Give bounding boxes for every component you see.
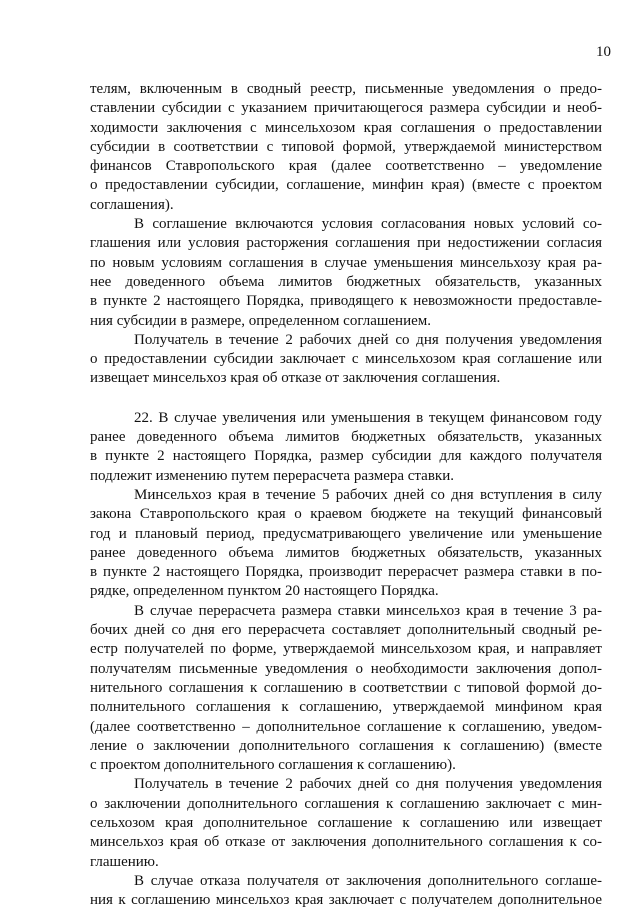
page-number: 10 <box>596 44 611 60</box>
text-line: ния субсидии в размере, определенном соглашением. <box>90 312 432 329</box>
text-line: получателям письменные уведомления о необходимости заключения допол- <box>90 660 602 677</box>
text-line: извещает минсельхоз края об отказе от заключения соглашения. <box>90 370 501 387</box>
text-line: о предоставлении субсидии, соглашение, минфин края) (вместе с проектом <box>90 177 602 194</box>
document-body <box>90 80 602 910</box>
text-line: ранее доведенного объема лимитов бюджетных обязательств, указанных <box>90 544 602 561</box>
text-line: глашения или условия расторжения соглашения при недостижении согласия <box>90 235 602 252</box>
text-line: ление о заключении дополнительного соглашения к соглашению) (вместе <box>90 737 602 754</box>
text-line: В случае отказа получателя от заключения дополнительного соглаше- <box>134 872 602 889</box>
text-line: нительного соглашения к соглашению в соответствии с типовой формой до- <box>90 679 602 696</box>
text-line: с проектом дополнительного соглашения к соглашению). <box>90 757 456 774</box>
text-line: закона Ставропольского края о краевом бюджете на текущий финансовый <box>90 506 602 523</box>
text-line: В случае перерасчета размера ставки минсельхоз края в течение 3 ра- <box>134 602 602 619</box>
text-line: ния к соглашению минсельхоз края заключает с получателем дополнительное <box>90 892 602 909</box>
text-line: естр получателей по форме, утверждаемой минсельхозом края, и направляет <box>90 641 602 658</box>
paragraph <box>90 872 602 910</box>
text-line: бочих дней со дня его перерасчета составляет дополнительный сводный ре- <box>90 622 602 639</box>
paragraph <box>90 80 602 215</box>
text-line: 22. В случае увеличения или уменьшения в текущем финансовом году <box>134 409 602 426</box>
text-line: по новым условиям соглашения в случае уменьшения минсельхозу края ра- <box>90 254 602 271</box>
text-line: рядке, определенном пунктом 20 настоящего Порядка. <box>90 583 439 600</box>
text-line: полнительного соглашения к соглашению, утверждаемой минфином края <box>90 699 602 716</box>
paragraph <box>90 409 602 486</box>
text-line: телям, включенным в сводный реестр, письменные уведомления о предо- <box>90 81 602 97</box>
text-line: год и плановый период, предусматривающего увеличение или уменьшение <box>90 525 602 542</box>
text-line: Минсельхоз края в течение 5 рабочих дней со дня вступления в силу <box>134 486 602 503</box>
text-line: ходимости заключения с минсельхозом края соглашения о предоставлении <box>90 119 602 136</box>
text-line: минсельхоз края об отказе от заключения дополнительного соглашения к со- <box>90 834 602 851</box>
paragraph-gap <box>90 389 602 409</box>
text-line: в пункте 2 настоящего Порядка, производит перерасчет размера ставки в по- <box>90 564 602 581</box>
text-line: ставлении субсидии с указанием причитающегося размера субсидии и необ- <box>90 100 602 117</box>
paragraph <box>90 602 602 776</box>
text-line: в пункте 2 настоящего Порядка, размер субсидии для каждого получателя <box>90 448 602 465</box>
text-line: Получатель в течение 2 рабочих дней со дня получения уведомления <box>134 776 602 793</box>
text-line: сельхозом края дополнительное соглашение к соглашению или извещает <box>90 814 602 831</box>
text-line: соглашения). <box>90 196 174 213</box>
paragraph <box>90 215 602 331</box>
text-line: В соглашение включаются условия согласования новых условий со- <box>134 216 602 233</box>
paragraph <box>90 486 602 602</box>
text-line: финансов Ставропольского края (далее соответственно – уведомление <box>90 158 602 175</box>
text-line: субсидии в соответствии с типовой формой, утверждаемой министерством <box>90 138 602 155</box>
text-line: о заключении дополнительного соглашения к соглашению заключает с мин- <box>90 795 602 812</box>
text-line: о предоставлении субсидии заключает с минсельхозом края соглашение или <box>90 351 602 368</box>
text-line: глашению. <box>90 853 159 870</box>
paragraph <box>90 775 602 871</box>
text-line: подлежит изменению путем перерасчета размера ставки. <box>90 467 454 484</box>
text-line: нее доведенного объема лимитов бюджетных обязательств, указанных <box>90 273 602 290</box>
text-line: Получатель в течение 2 рабочих дней со дня получения уведомления <box>134 331 602 348</box>
paragraph <box>90 331 602 389</box>
text-line: ранее доведенного объема лимитов бюджетных обязательств, указанных <box>90 429 602 446</box>
text-line: в пункте 2 настоящего Порядка, приводящего к невозможности предоставле- <box>90 293 602 310</box>
text-line: (далее соответственно – дополнительное соглашение к соглашению, уведом- <box>90 718 602 735</box>
